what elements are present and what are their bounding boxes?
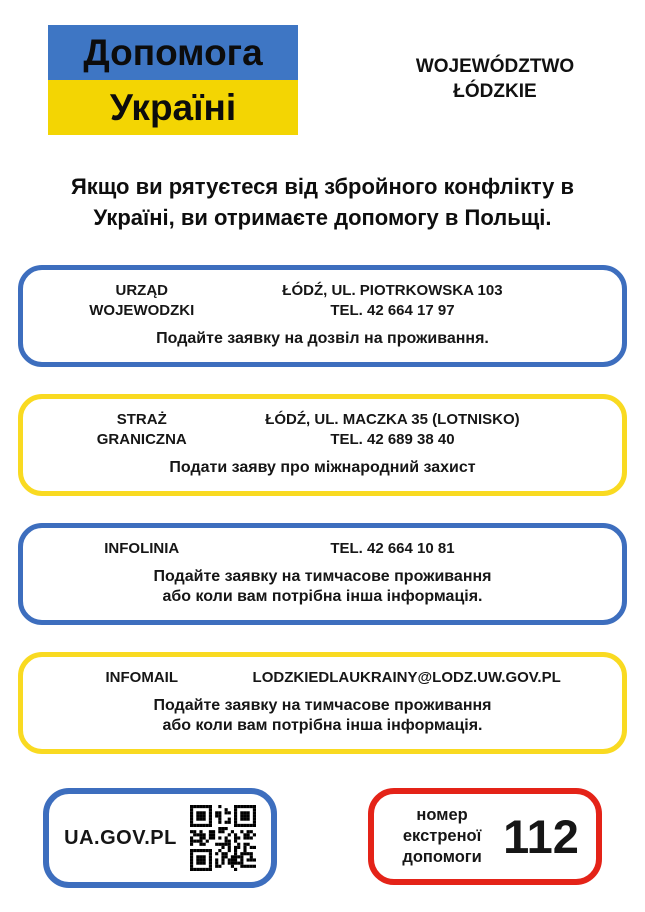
card-description [31,329,614,349]
card-header-row [31,668,614,688]
card-description-line1: Подайте заявку на дозвіл на проживання. [156,330,489,347]
card-label-line1: INFOLINIA [104,540,180,557]
card-label-line1: URZĄD [115,282,169,299]
card-urzad-wojewodzki [18,265,627,367]
flag-title-line2: Україні [109,87,237,128]
card-phone: TEL. 42 689 38 40 [330,431,455,448]
card-contact [253,539,533,559]
website-box [43,788,277,888]
card-label [31,668,253,688]
website-label: UA.GOV.PL [64,826,177,849]
card-label-line2: GRANICZNA [96,431,187,448]
info-cards [18,265,627,781]
card-contact [252,668,561,688]
card-infomail [18,652,627,754]
card-phone: TEL. 42 664 10 81 [330,540,455,557]
flag-yellow-stripe [48,80,298,135]
region-title-line2: ŁÓDZKIE [453,81,537,102]
card-contact [253,281,533,321]
region-title [385,54,605,104]
card-address: ŁÓDŹ, UL. PIOTRKOWSKA 103 [282,282,503,299]
intro-line2: Україні, ви отримаєте допомогу в Польщі. [93,205,552,230]
card-infolinia [18,523,627,625]
footer-row [43,788,602,888]
card-header-row [31,281,614,321]
card-contact [253,410,533,450]
card-straz-graniczna [18,394,627,496]
card-label [31,410,253,450]
card-header-row [31,539,614,559]
card-label [31,539,253,559]
emergency-label: номер екстреної допомоги [402,806,482,866]
card-description [31,458,614,478]
card-email: LODZKIEDLAUKRAINY@LODZ.UW.GOV.PL [252,669,561,686]
intro-line1: Якщо ви рятуєтеся від збройного конфлікту в [70,174,575,199]
card-description-line1: Подайте заявку на тимчасове проживання [153,697,492,714]
card-header-row [31,410,614,450]
card-label-line1: INFOMAIL [105,669,179,686]
card-description [31,567,614,607]
card-description-line2: або коли вам потрібна інша інформація. [162,588,483,605]
ukraine-flag-banner [48,25,298,135]
flag-title-line1: Допомога [83,32,263,73]
card-address: ŁÓDŹ, UL. MACZKA 35 (LOTNISKO) [265,411,520,428]
region-title-line1: WOJEWÓDZTWO [415,56,575,77]
card-phone: TEL. 42 664 17 97 [330,302,455,319]
card-description-line2: або коли вам потрібна інша інформація. [162,717,483,734]
flag-blue-stripe [48,25,298,80]
card-description-line1: Подати заяву про міжнародний захист [169,459,476,476]
qr-code-icon [190,805,256,871]
card-label-line2: WOJEWODZKI [89,302,195,319]
emergency-number: 112 [503,810,579,863]
card-description-line1: Подайте заявку на тимчасове проживання [153,568,492,585]
intro-text [22,171,623,233]
card-label [31,281,253,321]
emergency-box [368,788,602,885]
card-label-line1: STRAŻ [116,411,167,428]
card-description [31,696,614,736]
